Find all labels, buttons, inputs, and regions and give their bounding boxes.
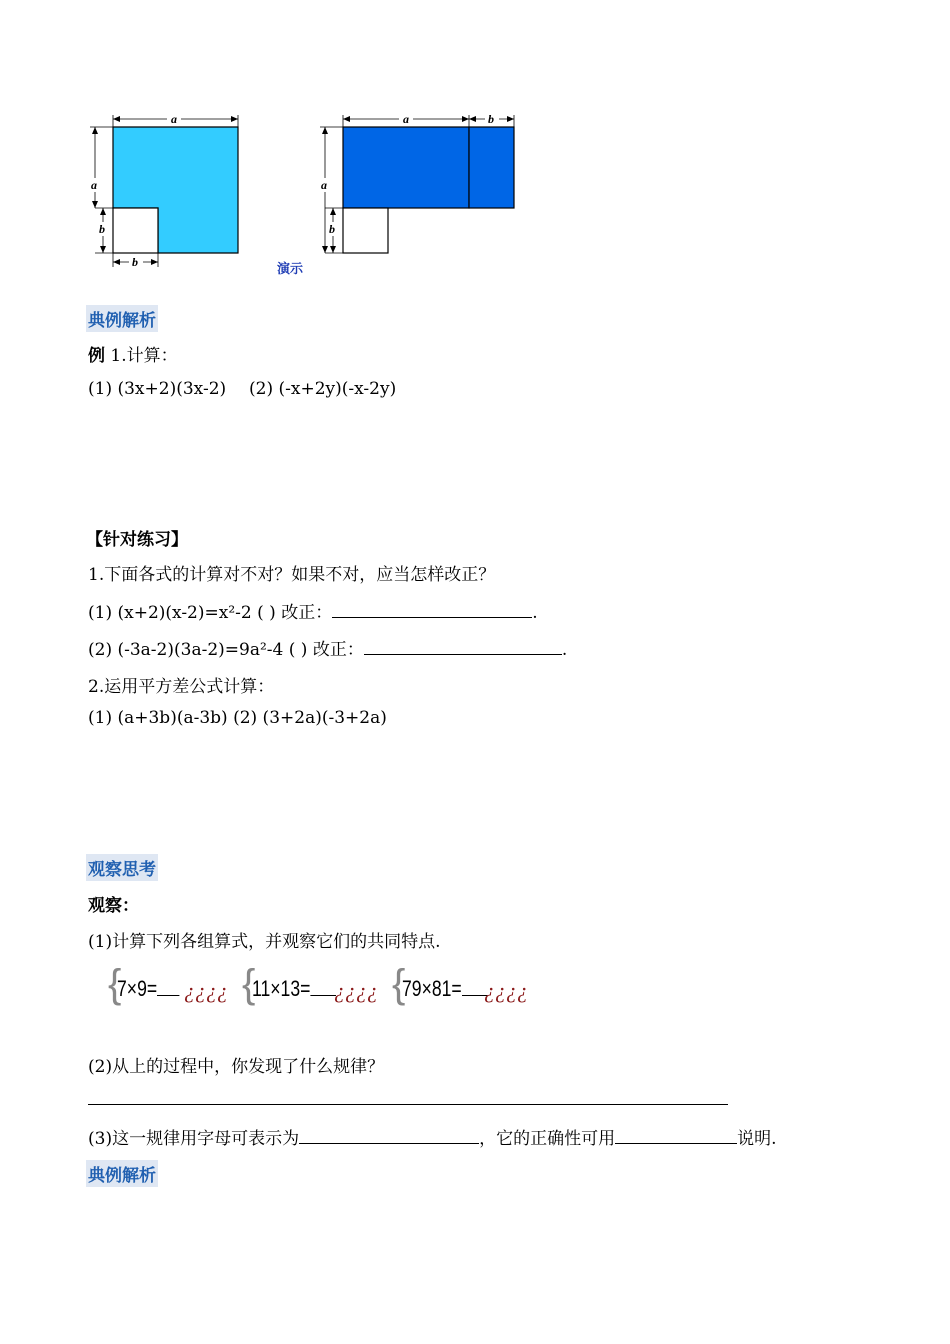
observe-label: 观察： <box>88 896 139 916</box>
small-square <box>113 208 158 253</box>
answer-blank-formula[interactable] <box>299 1129 479 1144</box>
calc-group-2 <box>252 976 336 1002</box>
answer-blank-proof[interactable] <box>615 1129 737 1144</box>
dim-label-side-b: b <box>99 222 105 236</box>
answer-blank-q1b[interactable] <box>364 640 562 655</box>
calc-3-text: 79×81= <box>402 976 462 1001</box>
rect-b-part <box>469 127 514 208</box>
calc-2-blank[interactable] <box>310 977 336 996</box>
example-prefix: 例 <box>88 346 105 366</box>
dim-label-side-b: b <box>329 222 335 236</box>
practice-q1a: (1) (x+2)(x-2)=x²-2 ( ) 改正： . <box>88 603 538 623</box>
practice-heading: 【针对练习】 <box>86 530 188 550</box>
small-square-removed <box>343 208 388 253</box>
practice-q1: 1.下面各式的计算对不对？如果不对，应当怎样改正？ <box>88 565 496 585</box>
item3-mid: ，它的正确性可用 <box>479 1129 616 1149</box>
practice-q2: 2.运用平方差公式计算： <box>88 677 275 697</box>
observe-item-3 <box>88 1124 777 1149</box>
observe-item-2: (2)从上的过程中，你发现了什么规律？ <box>88 1057 385 1077</box>
calc-group-3 <box>402 976 487 1002</box>
example-problem-1: (1) (3x+2)(3x-2) <box>88 379 227 399</box>
example-text: 1.计算： <box>110 346 178 366</box>
dim-label-top-a: a <box>171 112 177 126</box>
calc-2-text: 11×13= <box>252 976 311 1001</box>
item3-prefix: (3)这一规律用字母可表示为 <box>88 1129 300 1149</box>
demo-link[interactable]: 演示 <box>277 262 304 277</box>
dim-label-side-a: a <box>321 178 327 192</box>
section-heading-examples-2: 典例解析 <box>86 1160 158 1187</box>
brace-group-1: { <box>108 962 122 1006</box>
rect-a-part <box>343 127 469 208</box>
brace-group-3: { <box>392 962 406 1006</box>
figure-rearranged-rectangle <box>315 110 520 260</box>
practice-q1b: (2) (-3a-2)(3a-2)=9a²-4 ( ) 改正： . <box>88 640 568 660</box>
brace-group-2: { <box>242 962 256 1006</box>
garbled-text-1: ¿¿¿¿ <box>184 978 228 1003</box>
example-1-title <box>88 341 178 366</box>
observe-item-1: (1)计算下列各组算式，并观察它们的共同特点. <box>88 932 441 952</box>
answer-blank-q1a[interactable] <box>332 603 532 618</box>
dim-label-bottom-b: b <box>132 255 138 269</box>
dim-label-top-a: a <box>403 112 409 126</box>
calc-1-blank[interactable] <box>157 977 179 996</box>
section-heading-observe: 观察思考 <box>86 854 158 881</box>
practice-q1b-text: (2) (-3a-2)(3a-2)=9a²-4 ( ) 改正： <box>88 640 364 660</box>
calc-group-1 <box>117 976 180 1002</box>
dim-label-side-a: a <box>91 178 97 192</box>
example-problem-2: (2) (-x+2y)(-x-2y) <box>249 379 397 399</box>
section-heading-examples: 典例解析 <box>86 305 158 332</box>
answer-line-rule[interactable] <box>88 1104 728 1105</box>
item3-suffix: 说明. <box>737 1129 777 1149</box>
figure-square-minus-square <box>85 110 250 270</box>
garbled-text-3: ¿¿¿¿ <box>484 978 528 1003</box>
garbled-text-2: ¿¿¿¿ <box>334 978 378 1003</box>
practice-q2-problems: (1) (a+3b)(a-3b) (2) (3+2a)(-3+2a) <box>88 708 387 728</box>
dim-label-top-b: b <box>488 112 494 126</box>
calc-1-text: 7×9= <box>117 976 158 1001</box>
practice-q1a-text: (1) (x+2)(x-2)=x²-2 ( ) 改正： <box>88 603 333 623</box>
